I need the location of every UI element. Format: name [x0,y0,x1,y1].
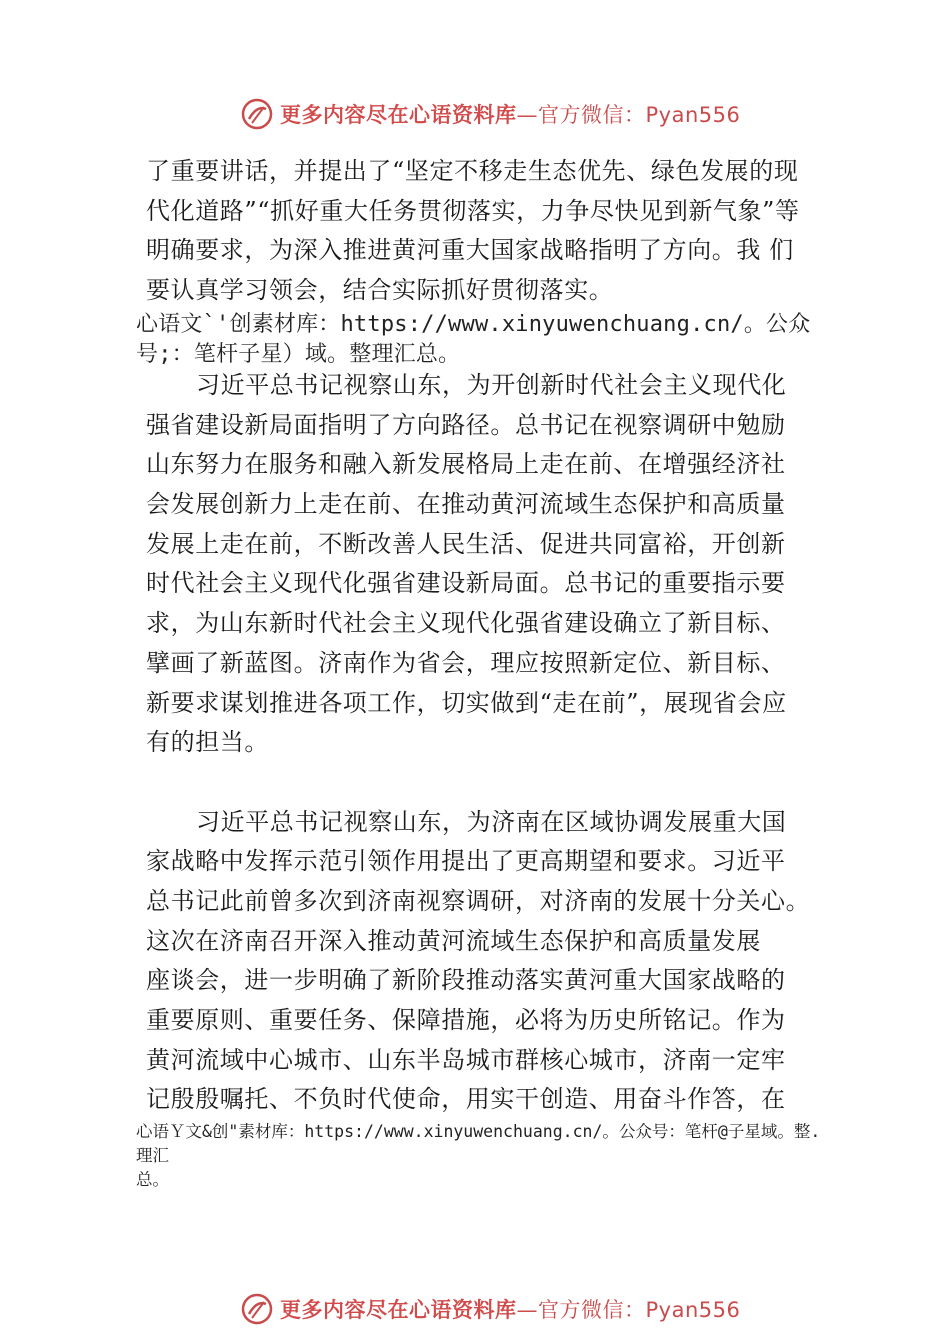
text-line: 明确要求，为深入推进黄河重大国家战略指明了方向。我 们 [146,236,794,265]
header-banner [240,94,740,134]
text-line: 有的担当。 [146,728,269,757]
text-line: 家战略中发挥示范引领作用提出了更高期望和要求。习近平 [146,847,786,876]
watermark-1 [136,310,836,370]
banner-separator: — [516,103,538,127]
text-line: 座谈会，进一步明确了新阶段推动落实黄河重大国家战略的 [146,966,786,995]
paragraph-2 [146,366,836,763]
paragraph-1 [146,152,836,311]
text-line: 强省建设新局面指明了方向路径。总书记在视察调研中勉励 [146,410,786,439]
text-line: 总书记此前曾多次到济南视察调研，对济南的发展十分关心。 [146,886,811,915]
text-line: 山东努力在服务和融入新发展格局上走在前、在增强经济社 [146,450,786,479]
text-line: 要认真学习领会，结合实际抓好贯彻落实。 [146,276,614,305]
watermark-line: 心语Ｙ文&创"素材库：https://www.xinyuwenchuang.cn/。公众号：笔杆@子星域。整.理汇 [136,1122,821,1165]
text-line: 发展上走在前，不断改善人民生活、促进共同富裕，开创新 [146,529,786,558]
text-line: 会发展创新力上走在前、在推动黄河流域生态保护和高质量 [146,490,786,519]
text-line: 了重要讲话，并提出了“坚定不移走生态优先、绿色发展的现 [146,157,799,185]
text-line: 代化道路”“抓好重大任务贯彻落实，力争尽快见到新气象”等 [146,196,800,225]
watermark-line: 总。 [136,1170,169,1189]
text-line: 求，为山东新时代社会主义现代化强省建设确立了新目标、 [146,609,786,638]
text-line: 习近平总书记视察山东，为济南在区域协调发展重大国 [196,807,787,836]
text-line: 习近平总书记视察山东，为开创新时代社会主义现代化 [196,371,787,399]
text-line: 时代社会主义现代化强省建设新局面。总书记的重要指示要 [146,569,786,598]
text-line: 黄河流域中心城市、山东半岛城市群核心城市，济南一定牢 [146,1045,786,1074]
banner-tail-text: 官方微信：Pyan556 [538,103,741,127]
watermark-line: 号;：笔杆子星）域。整理汇总。 [136,342,461,367]
banner-main-text: 更多内容尽在心语资料库 [280,1298,517,1322]
text-line: 这次在济南召开深入推动黄河流域生态保护和高质量发展 [146,926,761,955]
brand-logo-icon [240,1292,274,1326]
text-line: 记殷殷嘱托、不负时代使命，用实干创造、用奋斗作答，在 [146,1085,786,1114]
document-body-continued [146,366,836,1120]
document-body [146,152,836,311]
paragraph-3 [146,803,836,1121]
watermark-line: 心语文`'创素材库：https://www.xinyuwenchuang.cn/。公众 [136,312,811,337]
text-line: 重要原则、重要任务、保障措施，必将为历史所铭记。作为 [146,1006,786,1034]
footer-banner [240,1289,740,1329]
banner-separator: — [516,1298,538,1322]
paragraph-gap [146,763,836,803]
brand-logo-icon [240,97,274,131]
banner-main-text: 更多内容尽在心语资料库 [280,103,517,127]
text-line: 擘画了新蓝图。济南作为省会，理应按照新定位、新目标、 [146,648,786,677]
watermark-2 [136,1120,836,1192]
banner-tail-text: 官方微信：Pyan556 [538,1298,741,1322]
text-line: 新要求谋划推进各项工作，切实做到“走在前”，展现省会应 [146,688,787,717]
